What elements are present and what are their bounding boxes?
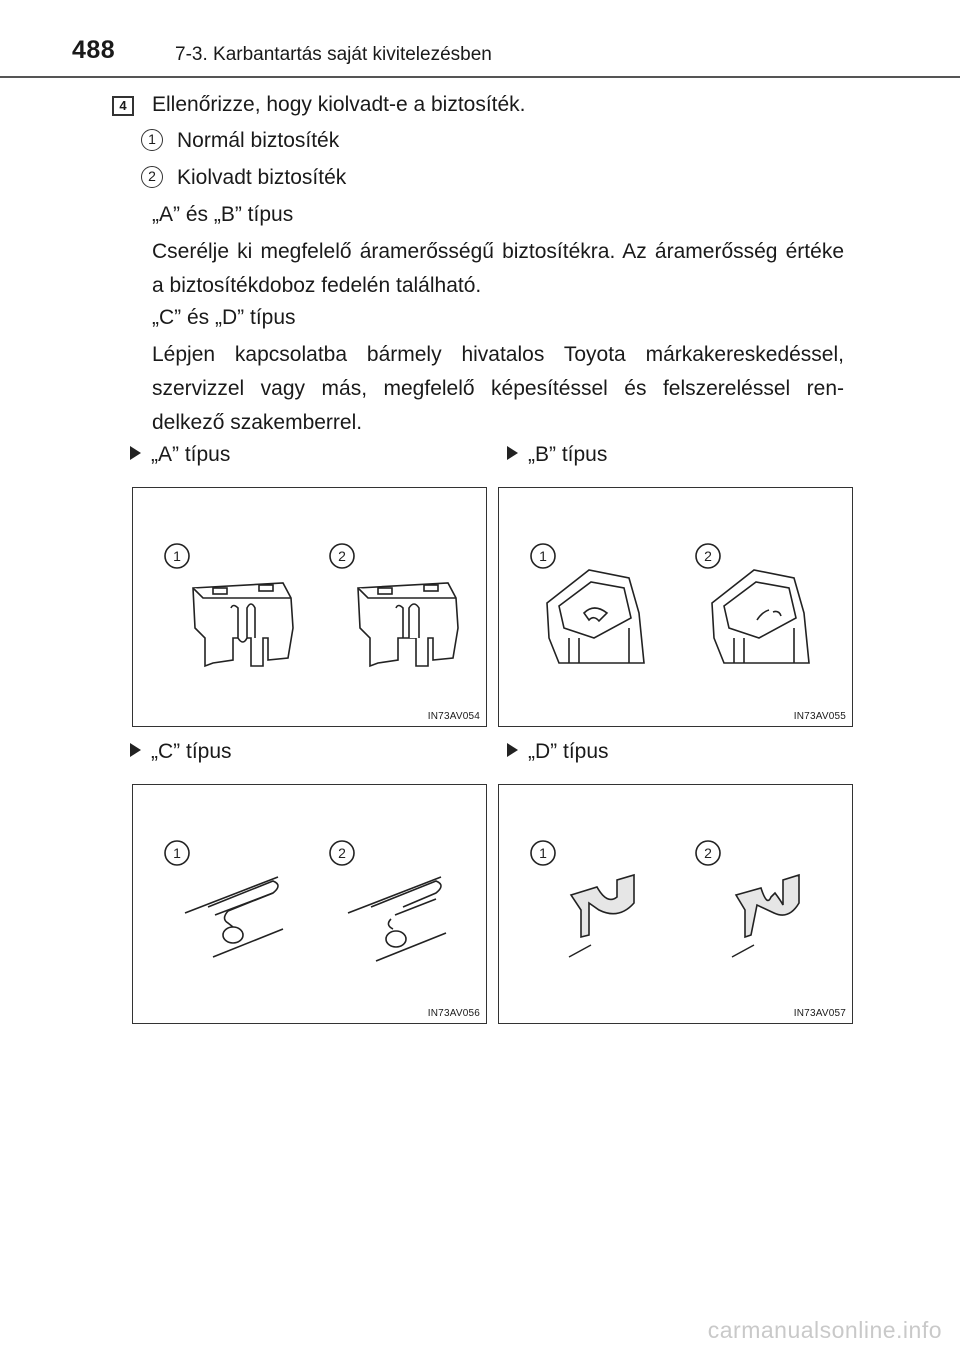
figure-code: IN73AV055	[793, 711, 846, 722]
triangle-bullet-icon	[507, 743, 518, 757]
figure-label-1: 1	[539, 548, 547, 564]
header-rule	[0, 76, 960, 78]
figure-label-2: 2	[338, 548, 346, 564]
figure-panel-type-a	[132, 487, 487, 727]
fuse-type-d-illustration	[499, 785, 851, 1022]
figure-label-2: 2	[338, 845, 346, 861]
figure-label-2: 2	[704, 548, 712, 564]
figure-label-1: 1	[173, 548, 181, 564]
item-label-normal-fuse: Normál biztosíték	[177, 129, 340, 152]
figure-panel-type-d	[498, 784, 853, 1024]
figure-code: IN73AV054	[427, 711, 480, 722]
figure-code: IN73AV057	[793, 1008, 846, 1019]
cd-type-text: Lépjen kapcsolatba bármely hivatalos Toyota márkakereskedéssel, szervizzel vagy más, megfelelő képesítéssel és felszereléssel ren- delkező szakemberrel.	[152, 343, 844, 434]
figure-code: IN73AV056	[427, 1008, 480, 1019]
figure-label-2: 2	[704, 845, 712, 861]
triangle-bullet-icon	[507, 446, 518, 460]
cd-type-heading: „C” és „D” típus	[152, 306, 296, 329]
figure-caption-b: „B” típus	[507, 443, 607, 467]
item-label-blown-fuse: Kiolvadt biztosíték	[177, 166, 347, 189]
step-number-box: 4	[112, 96, 134, 116]
step-instruction: Ellenőrizze, hogy kiolvadt-e a biztosíték.	[152, 93, 526, 116]
figure-label-1: 1	[539, 845, 547, 861]
triangle-bullet-icon	[130, 743, 141, 757]
fuse-type-b-illustration	[499, 488, 851, 725]
figure-label-1: 1	[173, 845, 181, 861]
figure-caption-c: „C” típus	[130, 740, 232, 764]
figure-caption-d: „D” típus	[507, 740, 609, 764]
item-number-1: 1	[141, 129, 163, 151]
fuse-type-c-illustration	[133, 785, 485, 1022]
triangle-bullet-icon	[130, 446, 141, 460]
figure-panel-type-c	[132, 784, 487, 1024]
figure-caption-a: „A” típus	[130, 443, 230, 467]
watermark: carmanualsonline.info	[707, 1317, 942, 1343]
ab-type-heading: „A” és „B” típus	[152, 203, 294, 226]
ab-type-text: Cserélje ki megfelelő áramerősségű biztosítékra. Az áramerősség értéke a biztosítékdoboz fedelén található.	[152, 240, 844, 297]
item-number-2: 2	[141, 166, 163, 188]
section-title: 7-3. Karbantartás saját kivitelezésben	[175, 44, 492, 65]
figure-panel-type-b	[498, 487, 853, 727]
page-number: 488	[72, 36, 116, 64]
fuse-type-a-illustration	[133, 488, 485, 725]
